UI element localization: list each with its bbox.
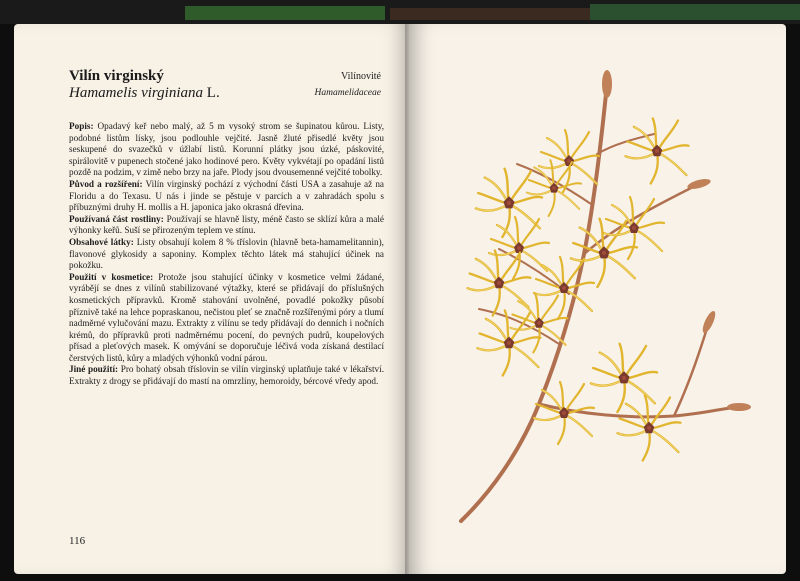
section-contents: Obsahové látky: Listy obsahují kolem 8 % tříslovin (hlavně beta-hamamelitannin), flavonové glykosidy a saponiny. Komplex těchto látek má stahující účinek na pokožku. xyxy=(69,236,384,271)
plant-name-czech: Vilín virginský xyxy=(69,68,164,84)
section-origin: Původ a rozšíření: Vilín virginský pochází z východní části USA a zasahuje až na Floridu a do Texasu. U nás i jinde se pěstuje v parcích a v zahradách spolu s příbuznými druhy H. mollis a H. japonica jako okrasná dřevina. xyxy=(69,178,384,213)
left-page xyxy=(14,24,409,574)
right-page xyxy=(409,24,786,574)
latin-name: Hamamelis virginiana xyxy=(69,85,204,101)
branch-stems xyxy=(461,84,739,521)
plant-name-latin xyxy=(69,85,220,102)
family-czech: Vilínovité xyxy=(341,71,381,82)
witch-hazel-illustration xyxy=(409,24,786,574)
book-top-edge xyxy=(0,0,800,24)
description-text xyxy=(69,121,384,388)
section-other-use: Jiné použití: Pro bohatý obsah tříslovin se vilín virginský uplatňuje také v lékařství. Extrakty z drogy se přidávají do mastí na omrzliny, hemoroidy, bércové vředy apod. xyxy=(69,364,384,387)
family-latin: Hamamelidaceae xyxy=(314,88,381,98)
page-number: 116 xyxy=(69,535,86,547)
author-abbrev: L. xyxy=(203,85,220,101)
section-description: Popis: Opadavý keř nebo malý, až 5 m vysoký strom se šupinatou kůrou. Listy, podobné listům lísky, jsou podlouhle vejčité. Jasně žluté přisedlé květy jsou seskupené do svazečků v úžlabí listů. Korunní plátky jsou úzké, páskovité, spirálovitě v pupenech stočené jako hodinové pero. Květy vykvétají po opadání listů pozdě na podzim, v zimě nebo brzy na jaře. Plody jsou dvousemenné vejčité tobolky. xyxy=(69,121,384,178)
section-cosmetics: Použití v kosmetice: Protože jsou stahující účinky v kosmetice velmi žádané, vyrábějí se dnes z vilínů stabilizované výtažky, které se přidávají do příslušných kosmetických přípravků. Kromě stahování uvolněné, povadlé pokožky působí příznivě také na lehce popraskanou, nečistou pleť se značně rozšířenými póry a tlumí nadměrné vylučování mazu. Extrakty z vilínu se tedy přidávají do denních i nočních krémů, do přípravků proti nadměrnému pocení, do pevných pudrů, koupelových přísad a pleťových masek. K omývání se doporučuje léčivá voda získaná destilací čerstvých listů, kůry a mladých výhonků vodní párou. xyxy=(69,271,385,363)
section-used-part: Používaná část rostliny: Používají se hlavně listy, méně často se sklízí kůra a malé výhonky keřů. Suší se přirozeným teplem ve stínu. xyxy=(69,213,384,236)
